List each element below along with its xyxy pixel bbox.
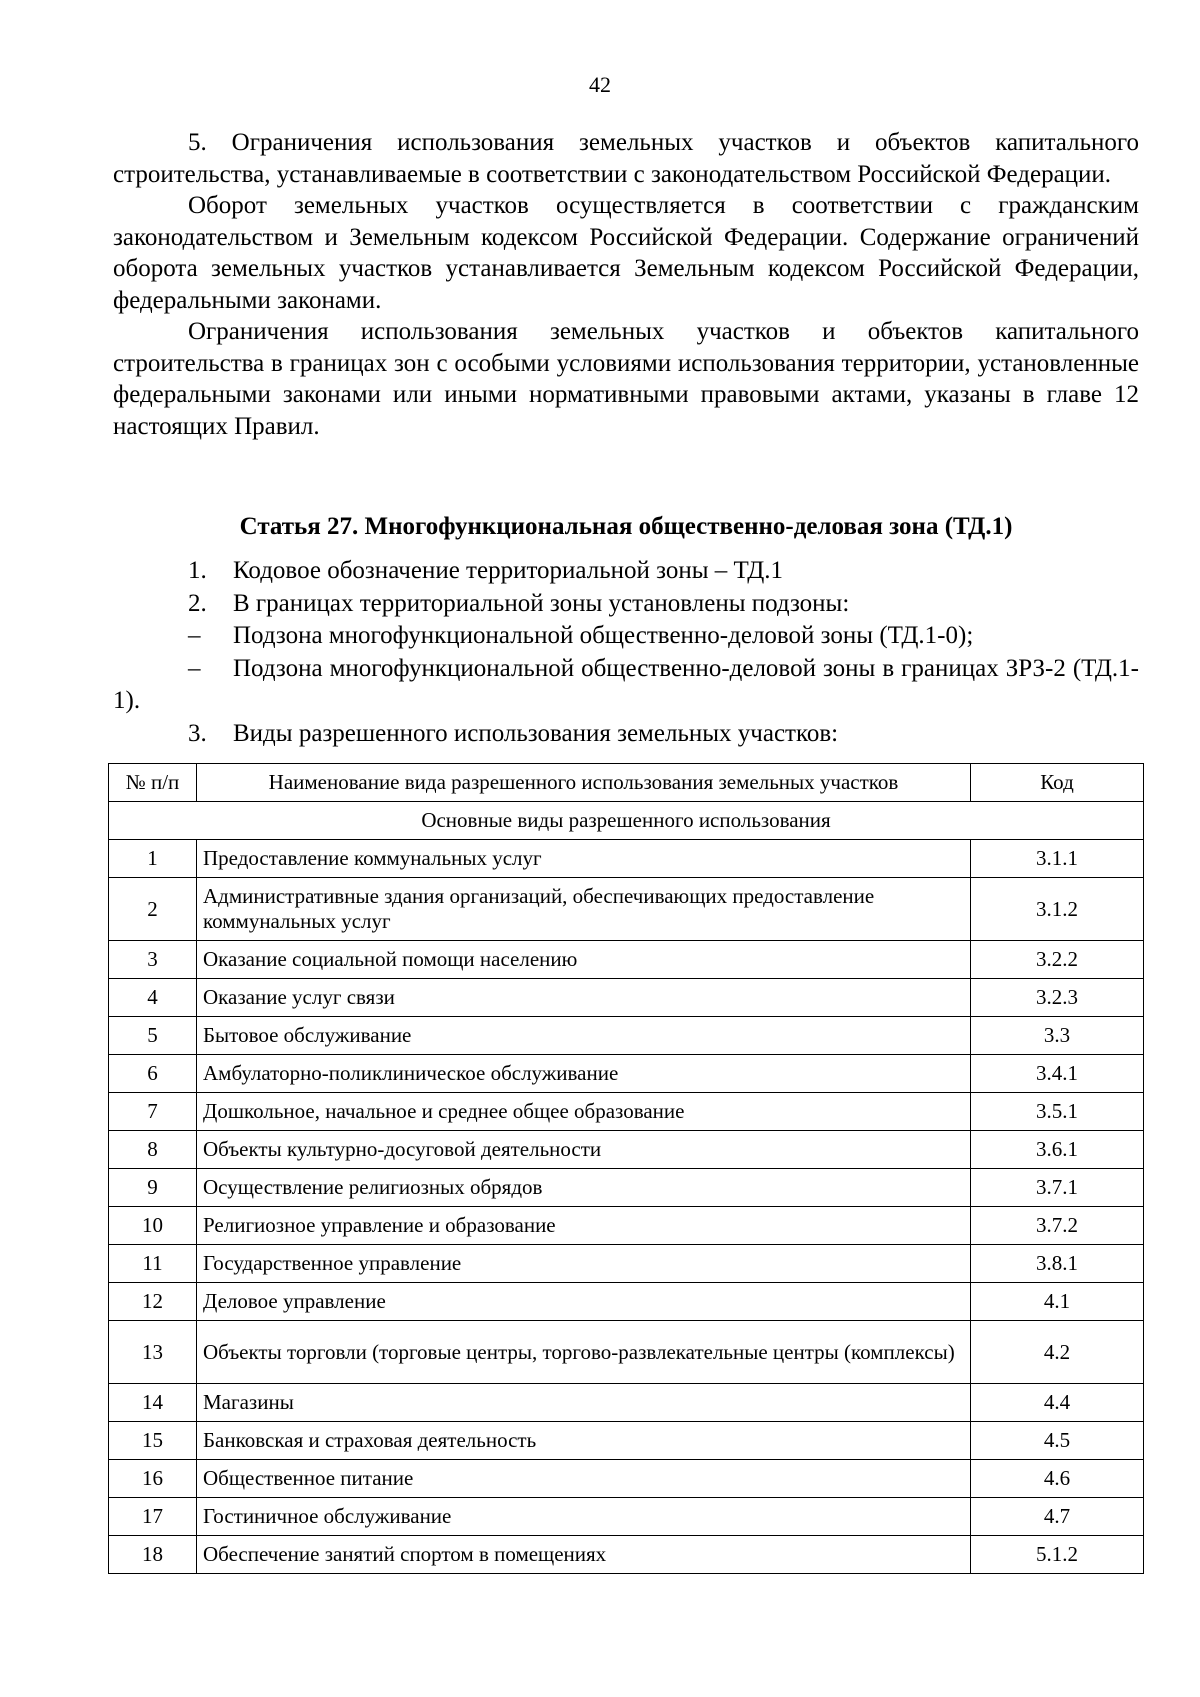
list-item-text: Виды разрешенного использования земельных участков:: [233, 719, 839, 747]
table-row: [109, 1017, 1144, 1055]
cell-code: 5.1.2: [971, 1536, 1144, 1574]
cell-num: 3: [109, 941, 197, 979]
cell-num: 17: [109, 1498, 197, 1536]
paragraph: 5. Ограничения использования земельных участков и объектов капитального строительства, устанавливаемые в соответствии с законодательством Российской Федерации.: [113, 129, 1139, 188]
table-row: [109, 941, 1144, 979]
cell-num: 5: [109, 1017, 197, 1055]
cell-num: 6: [109, 1055, 197, 1093]
cell-code: 4.1: [971, 1283, 1144, 1321]
table-row: [109, 878, 1144, 941]
cell-code: 3.5.1: [971, 1093, 1144, 1131]
cell-code: 3.7.2: [971, 1207, 1144, 1245]
cell-name: Предоставление коммунальных услуг: [197, 840, 971, 878]
cell-name: Гостиничное обслуживание: [197, 1498, 971, 1536]
cell-num: 13: [109, 1321, 197, 1384]
list-item-text: Кодовое обозначение территориальной зоны – ТД.1: [233, 557, 784, 584]
cell-num: 10: [109, 1207, 197, 1245]
table-header-row: [109, 764, 1144, 802]
table-row: [109, 1536, 1144, 1574]
list-number: 3.: [188, 719, 207, 747]
dash-marker: –: [188, 654, 201, 682]
list-item: [113, 620, 1139, 653]
cell-num: 18: [109, 1536, 197, 1574]
cell-code: 3.2.3: [971, 979, 1144, 1017]
cell-code: 3.2.2: [971, 941, 1144, 979]
cell-code: 4.7: [971, 1498, 1144, 1536]
section-row: [109, 802, 1144, 840]
cell-num: 1: [109, 840, 197, 878]
section-title: Основные виды разрешенного использования: [109, 802, 1144, 840]
zone-list: [113, 555, 1139, 750]
cell-code: 3.4.1: [971, 1055, 1144, 1093]
table-row: [109, 979, 1144, 1017]
list-item: [113, 718, 1139, 751]
cell-num: 11: [109, 1245, 197, 1283]
table-row: [109, 1460, 1144, 1498]
cell-name: Государственное управление: [197, 1245, 971, 1283]
table-row: [109, 1498, 1144, 1536]
cell-num: 2: [109, 878, 197, 941]
table-row: [109, 1131, 1144, 1169]
cell-code: 4.5: [971, 1422, 1144, 1460]
cell-code: 3.6.1: [971, 1131, 1144, 1169]
table-row: [109, 1169, 1144, 1207]
table-row: [109, 1321, 1144, 1384]
cell-name: Общественное питание: [197, 1460, 971, 1498]
table-row: [109, 1384, 1144, 1422]
table-row: [109, 840, 1144, 878]
table-row: [109, 1055, 1144, 1093]
cell-code: 4.4: [971, 1384, 1144, 1422]
cell-code: 3.1.2: [971, 878, 1144, 941]
cell-num: 4: [109, 979, 197, 1017]
list-item-text: Подзона многофункциональной общественно-деловой зоны в границах ЗРЗ-2 (ТД.1-1).: [113, 654, 1139, 714]
list-number: 2.: [188, 589, 207, 617]
cell-num: 9: [109, 1169, 197, 1207]
table-row: [109, 1422, 1144, 1460]
list-item-text: Подзона многофункциональной общественно-деловой зоны (ТД.1-0);: [233, 622, 974, 649]
cell-name: Магазины: [197, 1384, 971, 1422]
table-row: [109, 1245, 1144, 1283]
list-item-text: В границах территориальной зоны установлены подзоны:: [233, 589, 850, 617]
table-row: [109, 1207, 1144, 1245]
permitted-uses-table: [108, 763, 1144, 1574]
header-code: Код: [971, 764, 1144, 802]
cell-code: 3.3: [971, 1017, 1144, 1055]
cell-num: 12: [109, 1283, 197, 1321]
paragraph: Ограничения использования земельных участков и объектов капитального строительства в границах зон с особыми условиями использования территории, установленные федеральными законами или иными нормативными правовыми актами, указаны в главе 12 настоящих Правил.: [113, 318, 1139, 440]
cell-code: 4.6: [971, 1460, 1144, 1498]
intro-text: [113, 127, 1139, 442]
cell-name: Оказание услуг связи: [197, 979, 971, 1017]
list-number: 1.: [188, 557, 207, 584]
cell-name: Бытовое обслуживание: [197, 1017, 971, 1055]
article-heading: Статья 27. Многофункциональная общественно-деловая зона (ТД.1): [239, 513, 1013, 540]
cell-name: Административные здания организаций, обеспечивающих предоставление коммунальных услуг: [197, 878, 971, 941]
cell-num: 14: [109, 1384, 197, 1422]
list-item: [113, 653, 1139, 718]
cell-name: Банковская и страховая деятельность: [197, 1422, 971, 1460]
list-item: [113, 555, 1139, 588]
cell-name: Осуществление религиозных обрядов: [197, 1169, 971, 1207]
cell-name: Обеспечение занятий спортом в помещениях: [197, 1536, 971, 1574]
cell-name: Объекты культурно-досуговой деятельности: [197, 1131, 971, 1169]
table-row: [109, 1283, 1144, 1321]
page-number: 42: [589, 72, 611, 97]
list-item: [113, 588, 1139, 621]
cell-num: 16: [109, 1460, 197, 1498]
cell-name: Оказание социальной помощи населению: [197, 941, 971, 979]
cell-num: 7: [109, 1093, 197, 1131]
header-name: Наименование вида разрешенного использования земельных участков: [197, 764, 971, 802]
cell-code: 3.7.1: [971, 1169, 1144, 1207]
cell-num: 15: [109, 1422, 197, 1460]
cell-name: Деловое управление: [197, 1283, 971, 1321]
header-num: № п/п: [109, 764, 197, 802]
cell-num: 8: [109, 1131, 197, 1169]
cell-code: 4.2: [971, 1321, 1144, 1384]
cell-code: 3.8.1: [971, 1245, 1144, 1283]
table-row: [109, 1093, 1144, 1131]
cell-code: 3.1.1: [971, 840, 1144, 878]
cell-name: Амбулаторно-поликлиническое обслуживание: [197, 1055, 971, 1093]
cell-name: Религиозное управление и образование: [197, 1207, 971, 1245]
cell-name: Дошкольное, начальное и среднее общее образование: [197, 1093, 971, 1131]
paragraph: Оборот земельных участков осуществляется в соответствии с гражданским законодательством и Земельным кодексом Российской Федерации. Содержание ограничений оборота земельных участков устанавливается Земельным кодексом Российской Федерации, федеральными законами.: [113, 192, 1139, 314]
cell-name: Объекты торговли (торговые центры, торгово-развлекательные центры (комплексы): [197, 1321, 971, 1384]
dash-marker: –: [188, 622, 201, 649]
